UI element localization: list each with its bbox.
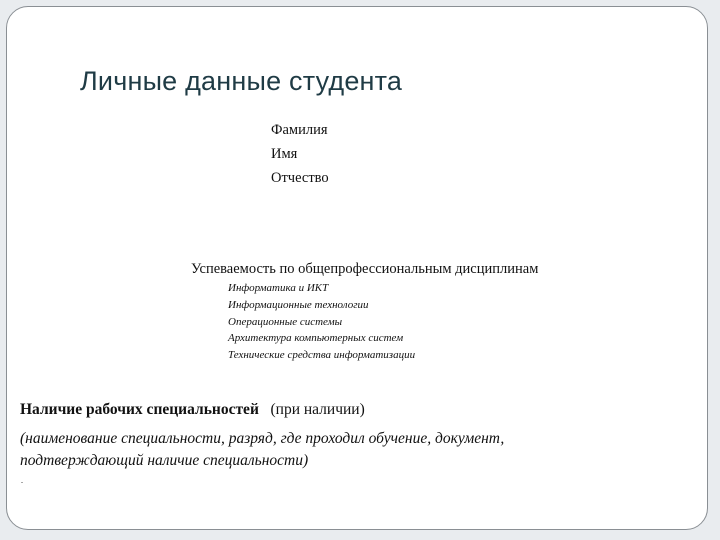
subject-item: Информационные технологии xyxy=(228,298,369,311)
subject-item: Технические средства информатизации xyxy=(228,349,416,362)
work-specialties-title: Наличие рабочих специальностей xyxy=(20,401,259,418)
trailing-mark: . xyxy=(21,476,23,485)
work-specialties-heading xyxy=(20,401,365,419)
field-first-name: Имя xyxy=(271,146,298,162)
note-line: (наименование специальности, разряд, где проходил обучение, документ, xyxy=(20,430,505,447)
personal-fields-list xyxy=(271,118,329,190)
work-specialties-condition: (при наличии) xyxy=(270,401,365,418)
field-surname: Фамилия xyxy=(271,122,328,138)
page-title: Личные данные студента xyxy=(80,66,403,96)
performance-heading: Успеваемость по общепрофессиональным дисциплинам xyxy=(191,261,539,277)
subject-item: Операционные системы xyxy=(228,315,343,328)
work-specialties-note xyxy=(20,428,504,472)
subject-item: Архитектура компьютерных систем xyxy=(228,332,404,345)
field-patronymic: Отчество xyxy=(271,170,329,186)
note-line: подтверждающий наличие специальности) xyxy=(20,452,309,469)
subject-item: Информатика и ИКТ xyxy=(228,282,329,294)
subjects-list xyxy=(228,280,415,364)
